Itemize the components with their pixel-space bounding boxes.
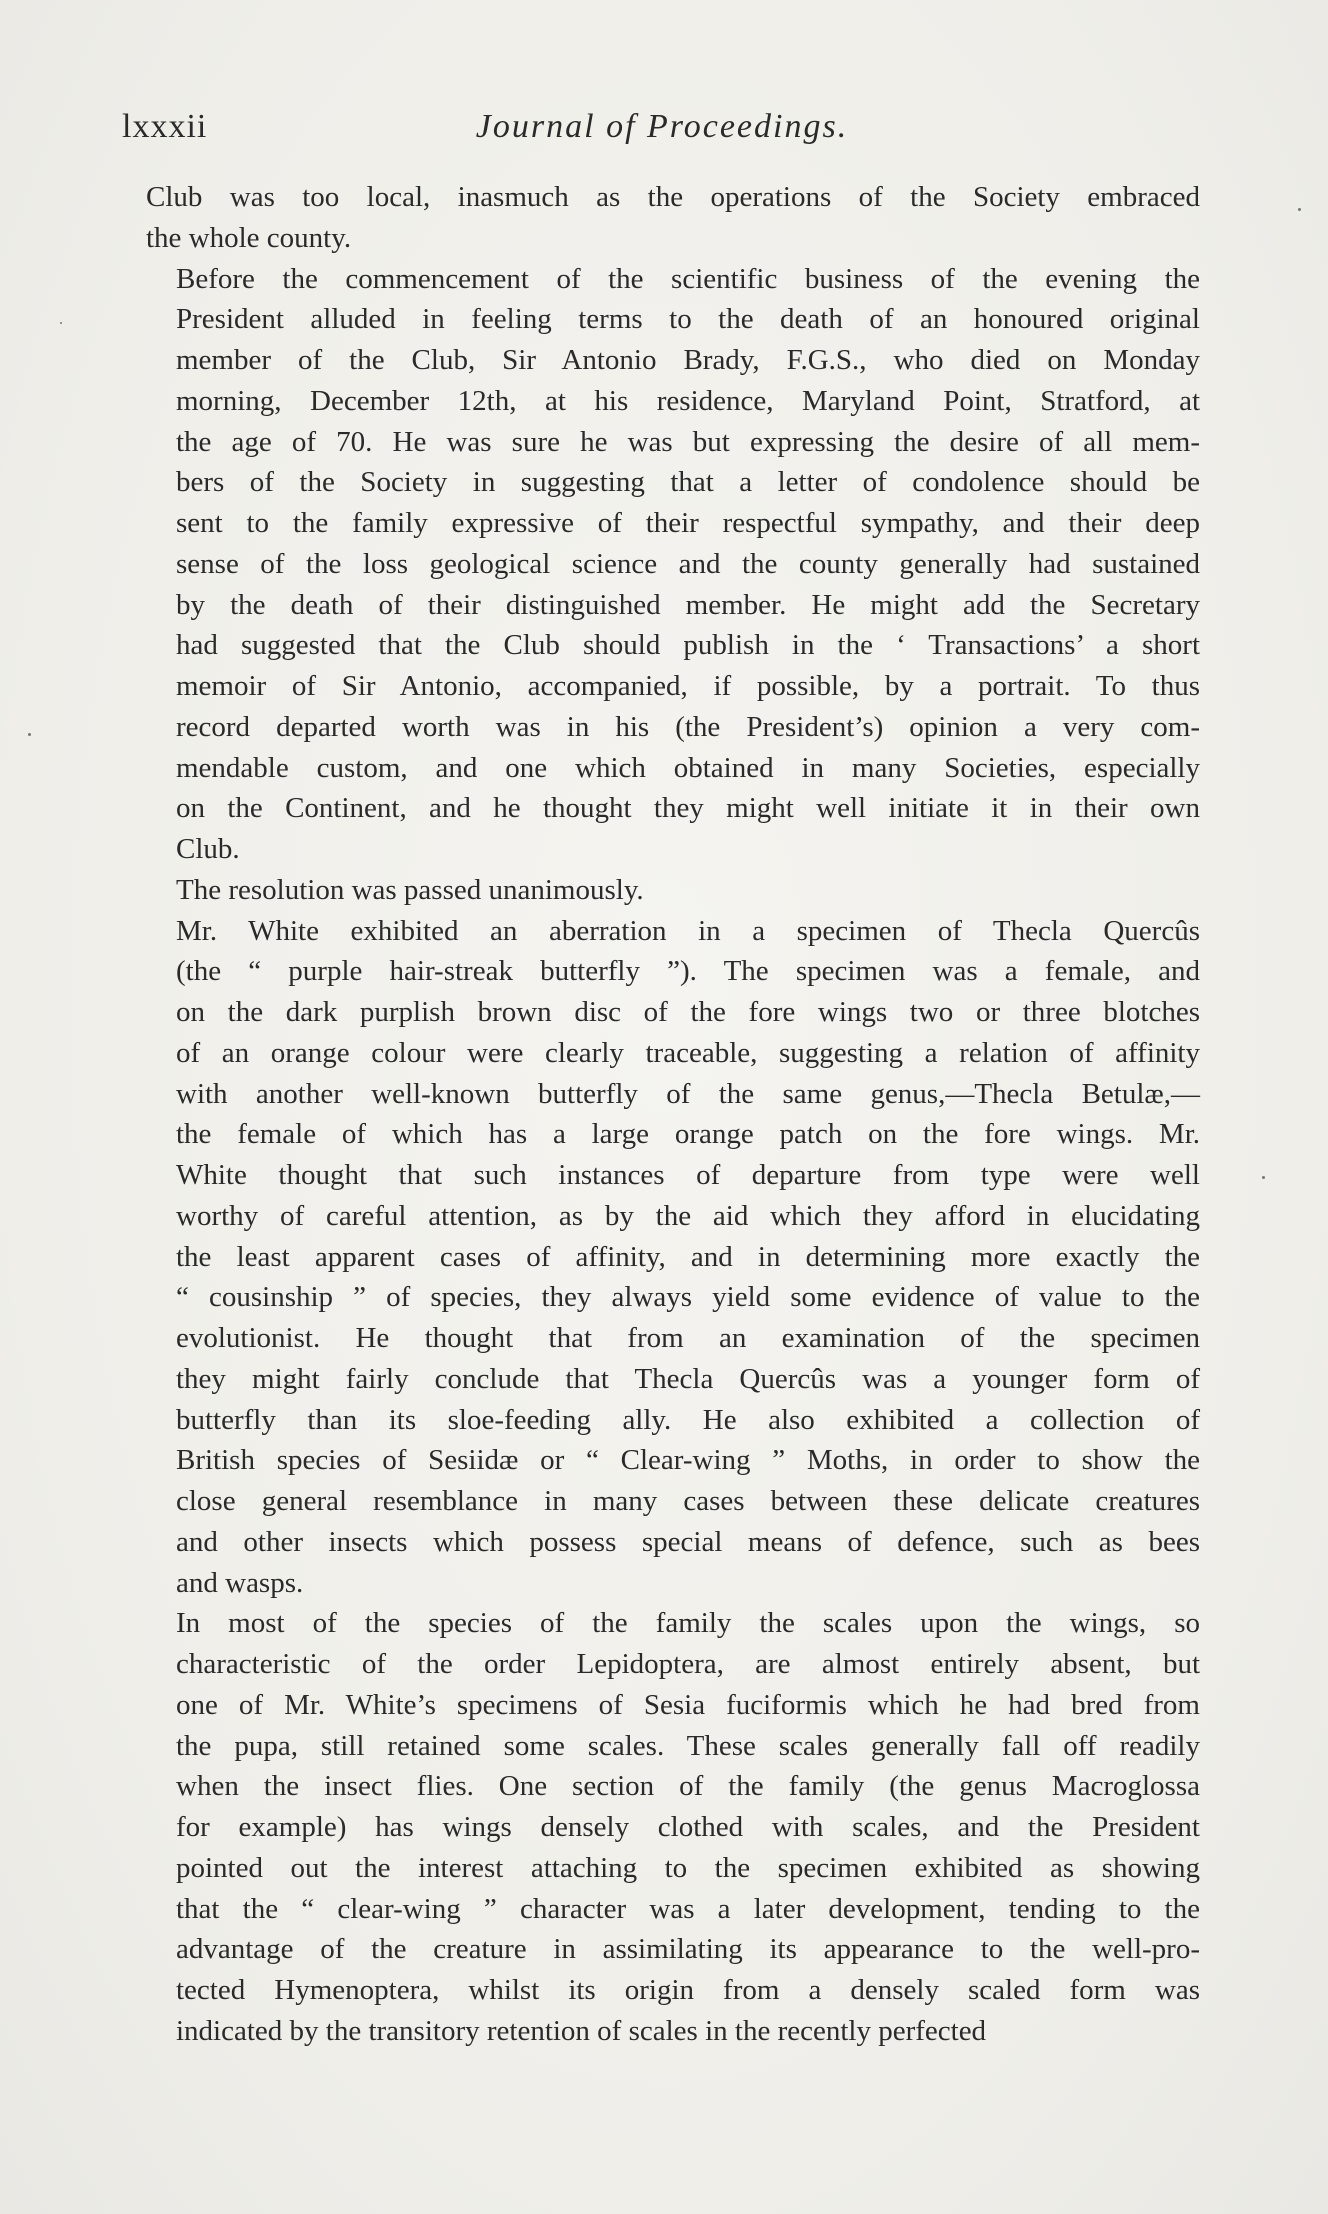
text-line: that the “ clear-wing ” character was a later development, tending to the <box>176 1892 1200 1925</box>
text-line: British species of Sesiidæ or “ Clear-wing ” Moths, in order to show the <box>176 1444 1200 1477</box>
text-line: evolutionist. He thought that from an examination of the specimen <box>176 1322 1200 1354</box>
text-line: with another well-known butterfly of the same genus,—Thecla Betulæ,— <box>176 1077 1200 1110</box>
paragraph <box>146 259 1200 870</box>
text-line: In most of the species of the family the scales upon the wings, so <box>176 1607 1200 1640</box>
paper-speck <box>1262 1176 1265 1179</box>
text-line: “ cousinship ” of species, they always yield some evidence of value to the <box>176 1281 1200 1314</box>
text-line: member of the Club, Sir Antonio Brady, F.G.S., who died on Monday <box>176 344 1200 376</box>
paper-speck <box>28 733 31 736</box>
text-line: (the “ purple hair-streak butterfly ”). The specimen was a female, and <box>176 955 1200 988</box>
text-line: close general resemblance in many cases between these delicate creatures <box>176 1485 1200 1517</box>
text-line: Mr. White exhibited an aberration in a specimen of Thecla Quercûs <box>176 914 1200 947</box>
text-line: they might fairly conclude that Thecla Quercûs was a younger form of <box>176 1362 1200 1395</box>
text-line: memoir of Sir Antonio, accompanied, if possible, by a portrait. To thus <box>176 670 1200 702</box>
text-line: the pupa, still retained some scales. These scales generally fall off readily <box>176 1729 1200 1762</box>
running-title: Journal of Proceedings. <box>475 108 849 145</box>
text-line: President alluded in feeling terms to the death of an honoured original <box>176 303 1200 336</box>
text-line: butterfly than its sloe-feeding ally. He also exhibited a collection of <box>176 1403 1200 1436</box>
text-line: had suggested that the Club should publish in the ‘ Transactions’ a short <box>176 629 1200 662</box>
paragraph <box>146 177 1200 259</box>
text-line: mendable custom, and one which obtained in many Societies, especially <box>176 751 1200 784</box>
text-line: bers of the Society in suggesting that a letter of condolence should be <box>176 466 1200 499</box>
text-line: on the Continent, and he thought they might well initiate it in their own <box>176 792 1200 825</box>
text-line: record departed worth was in his (the President’s) opinion a very com- <box>176 710 1200 743</box>
text-line: worthy of careful attention, as by the aid which they afford in elucidating <box>176 1199 1200 1232</box>
text-line: one of Mr. White’s specimens of Sesia fuciformis which he had bred from <box>176 1688 1200 1721</box>
paper-speck <box>1298 208 1301 211</box>
text-line: on the dark purplish brown disc of the fore wings two or three blotches <box>176 996 1200 1028</box>
body-text <box>146 177 1200 2052</box>
text-line: and wasps. <box>176 1566 304 1599</box>
text-line: sent to the family expressive of their respectful sympathy, and their deep <box>176 507 1200 539</box>
page-header <box>122 108 1202 158</box>
text-line: indicated by the transitory retention of scales in the recently perfected <box>176 2014 987 2047</box>
text-line: The resolution was passed unanimously. <box>176 873 644 906</box>
text-line: the least apparent cases of affinity, and in determining more exactly the <box>176 1240 1200 1273</box>
text-line: characteristic of the order Lepidoptera, are almost entirely absent, but <box>176 1648 1200 1680</box>
text-line: advantage of the creature in assimilating its appearance to the well-pro- <box>176 1933 1200 1966</box>
text-line: morning, December 12th, at his residence, Maryland Point, Stratford, at <box>176 384 1200 417</box>
text-line: pointed out the interest attaching to the specimen exhibited as showing <box>176 1851 1200 1884</box>
text-line: Club was too local, inasmuch as the operations of the Society embraced <box>146 181 1200 213</box>
text-line: Before the commencement of the scientific business of the evening the <box>176 262 1200 295</box>
text-line: White thought that such instances of departure from type were well <box>176 1159 1200 1191</box>
text-line: sense of the loss geological science and the county generally had sustained <box>176 547 1200 580</box>
text-line: Club. <box>176 833 240 865</box>
text-line: the whole county. <box>146 221 352 254</box>
text-line: tected Hymenoptera, whilst its origin from a densely scaled form was <box>176 1974 1200 2006</box>
paragraph <box>146 870 1200 911</box>
text-line: and other insects which possess special means of defence, such as bees <box>176 1525 1200 1558</box>
paragraph <box>146 1603 1200 2051</box>
text-line: when the insect flies. One section of the family (the genus Macroglossa <box>176 1770 1200 1803</box>
text-line: by the death of their distinguished member. He might add the Secretary <box>176 588 1200 621</box>
paper-speck <box>60 322 62 324</box>
text-line: the female of which has a large orange patch on the fore wings. Mr. <box>176 1118 1200 1151</box>
text-line: of an orange colour were clearly traceable, suggesting a relation of affinity <box>176 1036 1200 1069</box>
text-line: the age of 70. He was sure he was but expressing the desire of all mem- <box>176 425 1200 458</box>
text-line: for example) has wings densely clothed with scales, and the President <box>176 1811 1200 1843</box>
page-number: lxxxii <box>122 108 208 145</box>
paragraph <box>146 911 1200 1604</box>
